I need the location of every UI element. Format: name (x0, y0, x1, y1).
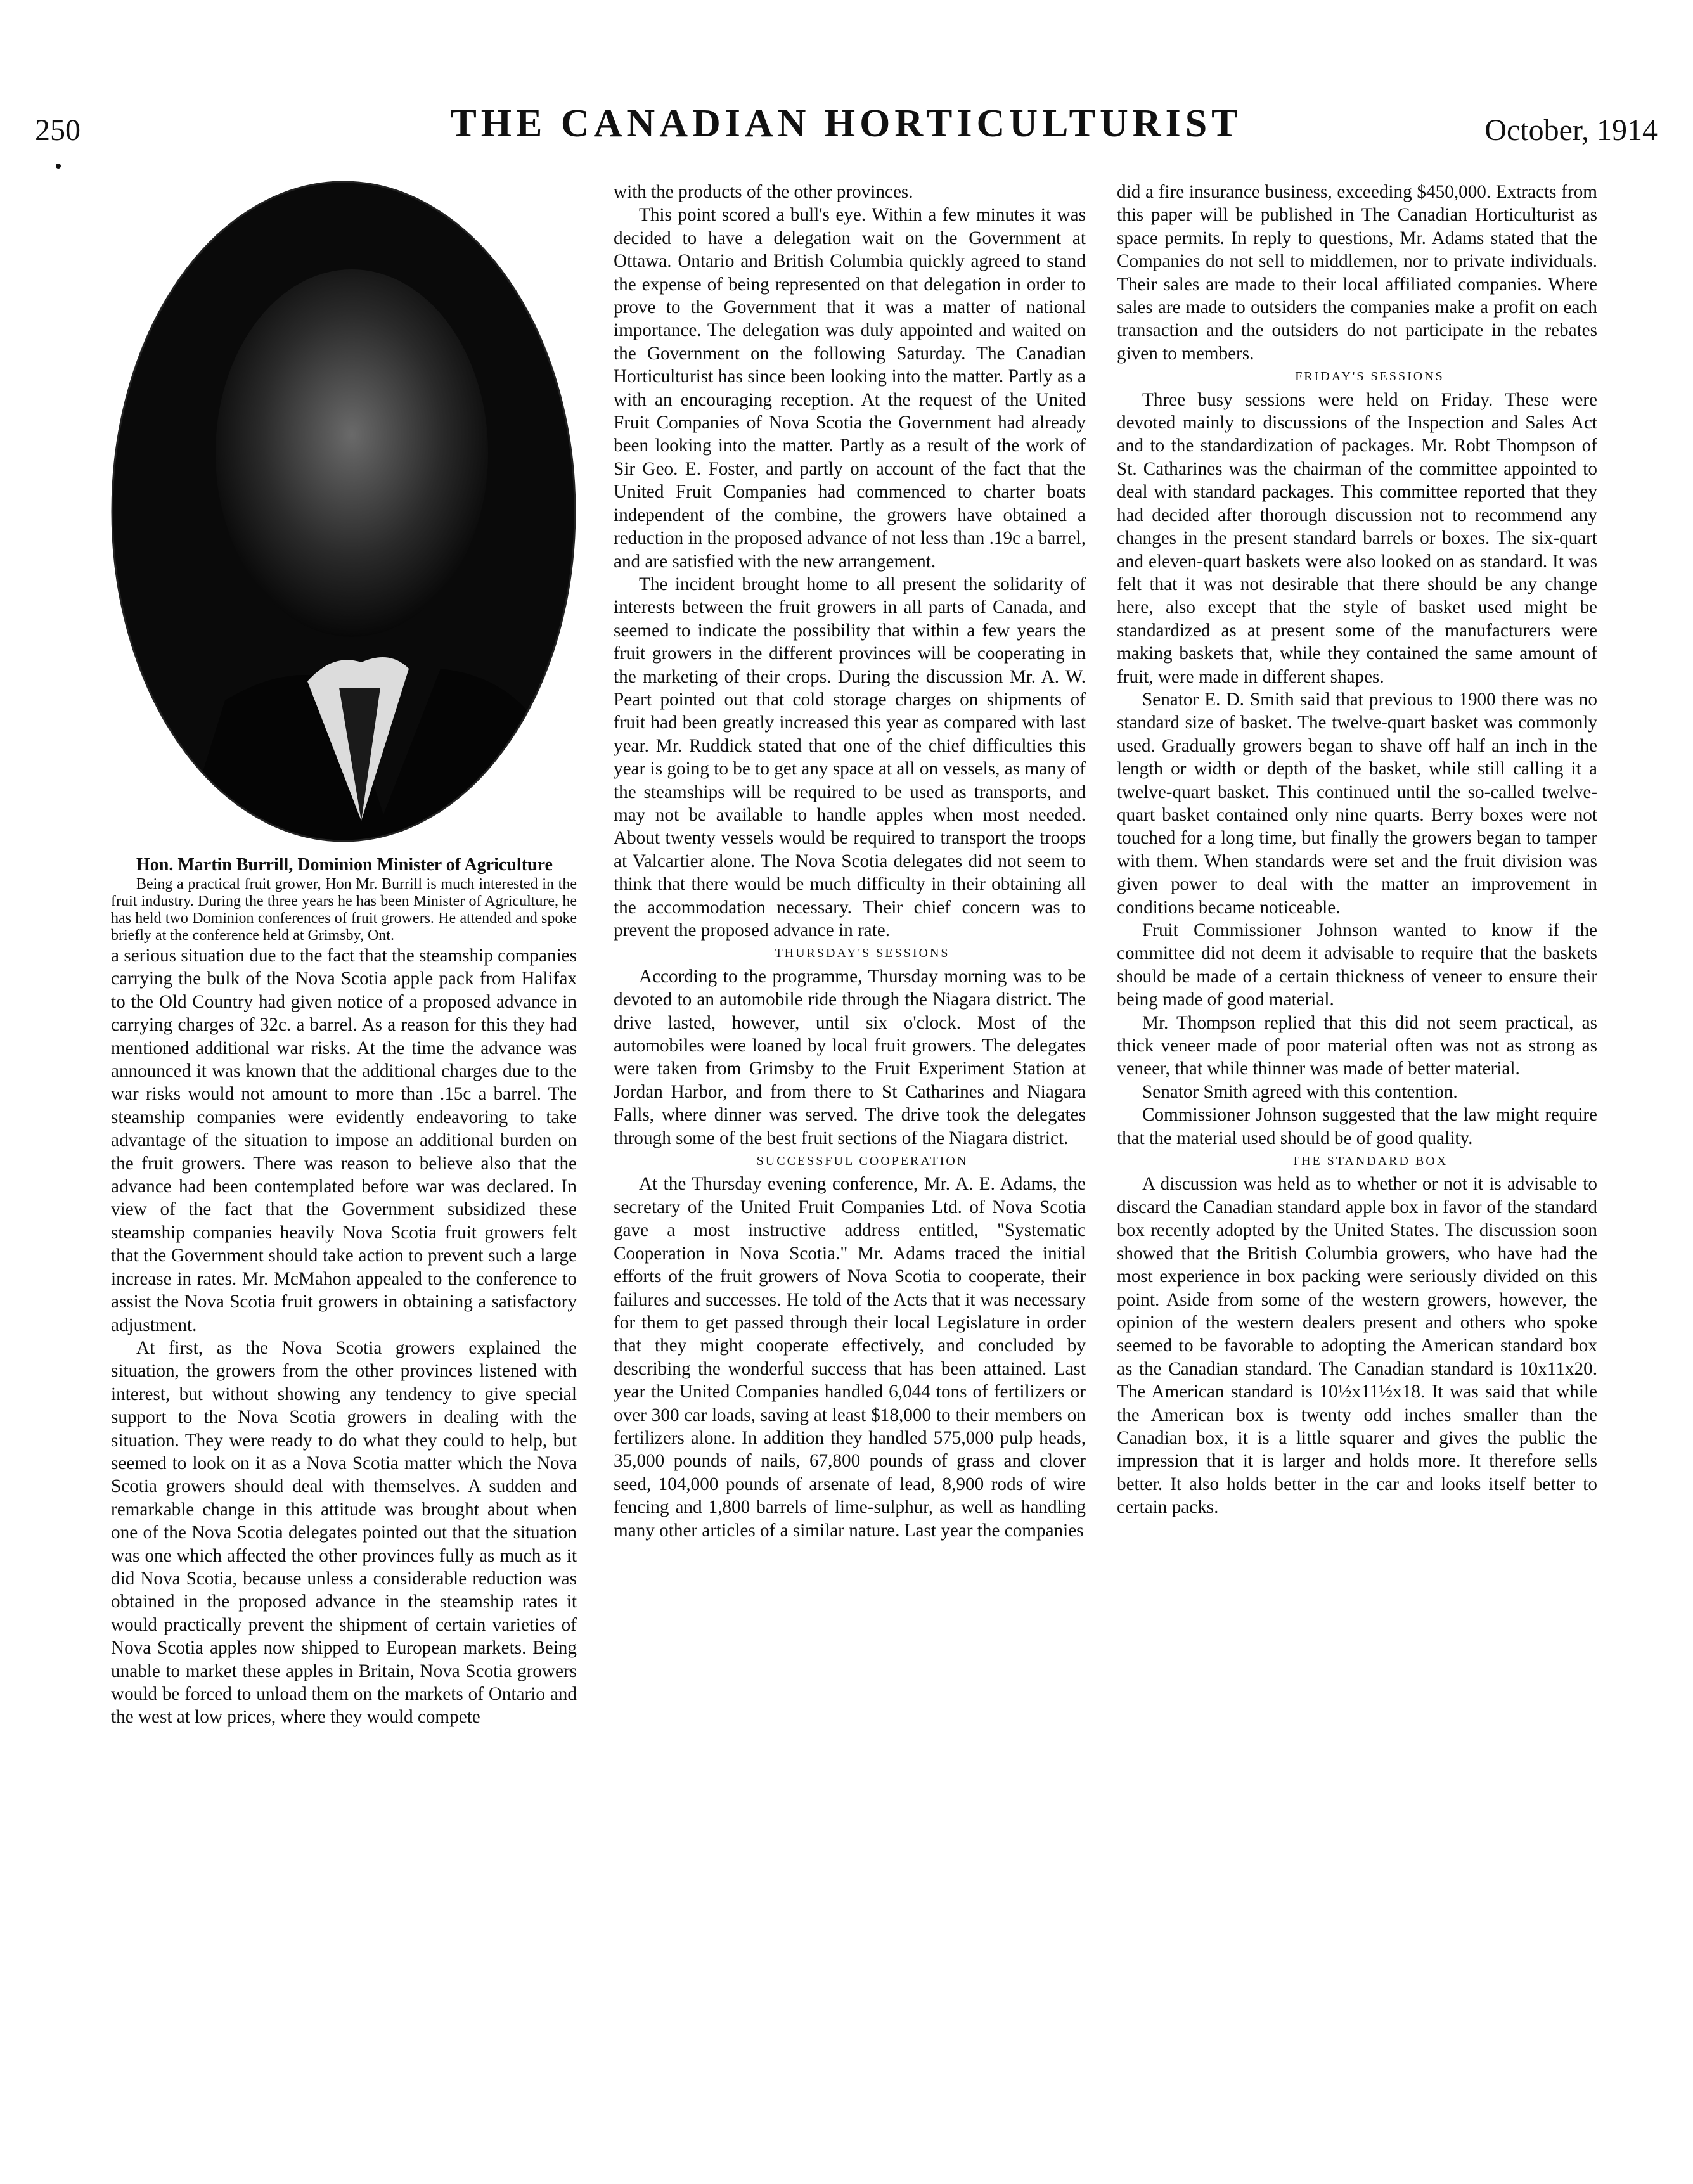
section-heading-thursday: THURSDAY'S SESSIONS (775, 946, 950, 961)
article-paragraph: with the products of the other provinces. (614, 182, 913, 202)
article-paragraph: Fruit Commissioner Johnson wanted to know if the committee did not deem it advisable to require that the baskets should be made of a certain thickness of veneer to ensure their being made of good material. (1117, 920, 1597, 1010)
column-3 (1117, 181, 1597, 1519)
portrait-image (111, 181, 577, 843)
article-paragraph: A discussion was held as to whether or not it is advisable to discard the Canadian standard apple box in favor of the standard box recently adopted by the United States. The discussion soon showed that the British Columbia growers, who have had the most experience in box packing were seriously divided on this point. Aside from some of the western growers, however, the opinion of the western dealers present and others who spoke seemed to be favorable to adopting the American standard box as the Canadian standard. The Canadian standard is 10x11x20. The American standard is 10½x11½x18. It was said that while the American box is twenty odd inches smaller than the Canadian box, it is a little squarer and gives the public the impression that it is larger and holds more. It therefore sells better. It also holds better in the car and looks itself better to certain packs. (1117, 1174, 1597, 1518)
article-paragraph: Senator Smith agreed with this contention. (1142, 1081, 1458, 1102)
article-paragraph: The incident brought home to all present the solidarity of interests between the fruit growers in all parts of Canada, and seemed to indicate the possibility that within a few years the fruit growers in the different provinces will be cooperating in the marketing of their crops. During the discussion Mr. A. W. Peart pointed out that cold storage charges on shipments of fruit had been greatly increased this year as compared with last year. Mr. Ruddick stated that one of the chief difficulties this year is going to be to get any space at all on vessels, as many of the steamships will be required to be used as transports, and may not be available to handle apples when most needed. About twenty vessels would be required to transport the troops at Valcartier alone. The Nova Scotia delegates did not seem to think that there would be much difficulty in their obtaining all the accommodation necessary. Their chief concern was to prevent the proposed advance in rate. (614, 574, 1086, 941)
photo-caption-body: Being a practical fruit grower, Hon Mr. Burrill is much interested in the fruit industry. During the three years he has been Minister of Agriculture, he has held two Dominion conferences of fruit growers. He attended and spoke briefly at the conference held at Grimsby, Ont. (111, 876, 577, 944)
page-number: 250 (35, 113, 80, 147)
article-paragraph: did a fire insurance business, exceeding $450,000. Extracts from this paper will be published in The Canadian Horticulturist as space permits. In reply to questions, Mr. Adams stated that the Companies do not sell to middlemen, nor to private individuals. Their sales are made to their local affiliated companies. Where sales are made to outsiders the companies make a profit on each transaction and the outsiders do not participate in the rebates given to members. (1117, 182, 1597, 364)
article-paragraph: Commissioner Johnson suggested that the law might require that the material used should be of good quality. (1117, 1105, 1597, 1148)
issue-date: October, 1914 (1484, 113, 1658, 147)
column-1 (111, 181, 577, 1729)
article-paragraph: Mr. Thompson replied that this did not seem practical, as thick veneer made of poor material often was not as strong as veneer, that while thinner was made of better material. (1117, 1012, 1597, 1079)
portrait-photo (111, 181, 577, 843)
column-2 (614, 181, 1086, 1542)
article-paragraph: a serious situation due to the fact that the steamship companies carrying the bulk of the Nova Scotia apple pack from Halifax to the Old Country had given notice of a proposed advance in carrying charges of 32c. a barrel. As a reason for this they had mentioned additional war risks. At the time the advance was announced it was known that the additional charges due to the war risks would not amount to more than .15c a barrel. The steamship companies were evidently endeavoring to take advantage of the situation to impose an additional burden on the fruit growers. There was reason to believe also that the advance had been contemplated before war was declared. In view of the fact that the Government subsidized these steamship companies heavily Nova Scotia fruit growers felt that the Government should take action to prevent such a large increase in rates. Mr. McMahon appealed to the conference to assist the Nova Scotia fruit growers in obtaining a satisfactory adjustment. (111, 946, 577, 1335)
section-heading-cooperation: SUCCESSFUL COOPERATION (756, 1154, 969, 1169)
article-paragraph: This point scored a bull's eye. Within a few minutes it was decided to have a delegation wait on the Government at Ottawa. Ontario and British Columbia quickly agreed to stand the expense of being represented on that delegation in order to prove to the Government that it was a matter of national importance. The delegation was duly appointed and waited on the Government on the following Saturday. The Canadian Horticulturist has since been looking into the matter. Partly as a with an encouraging reception. At the request of the United Fruit Companies of Nova Scotia the Government had already been looking into the matter. Partly as a result of the work of Sir Geo. E. Foster, and partly on account of the fact that the United Fruit Companies had commenced to charter boats independent of the combine, the growers have obtained a reduction in the proposed advance of not less than .19c a barrel, and are satisfied with the new arrangement. (614, 205, 1086, 572)
article-paragraph: At first, as the Nova Scotia growers explained the situation, the growers from the other provinces listened with interest, but without showing any tendency to give special support to the Nova Scotia growers in dealing with the situation. They were ready to do what they could to help, but seemed to look on it as a Nova Scotia matter which the Nova Scotia growers should deal with themselves. A sudden and remarkable change in this attitude was brought about when one of the Nova Scotia delegates pointed out that the situation was one which affected the other provinces fully as much as it did Nova Scotia, because unless a considerable reduction was obtained in the proposed advance in the steamship rates it would practically prevent the shipment of certain varieties of Nova Scotia apples now shipped to European markets. Being unable to market these apples in Britain, Nova Scotia growers would be forced to unload them on the markets of Ontario and the west at low prices, where they would compete (111, 1337, 577, 1728)
section-heading-friday: FRIDAY'S SESSIONS (1295, 369, 1445, 384)
article-paragraph: At the Thursday evening conference, Mr. A. E. Adams, the secretary of the United Fruit Companies Ltd. of Nova Scotia gave a most instructive address entitled, "Systematic Cooperation in Nova Scotia." Mr. Adams traced the initial efforts of the fruit growers of Nova Scotia to cooperate, their failures and successes. He told of the Acts that it was necessary for them to get passed through their local Legislature in order that they might cooperate effectively, and concluded by describing the wonderful success that has been attained. Last year the United Companies handled 6,044 tons of fertilizers or over 300 car loads, saving at least $18,000 to their members on fertilizers alone. In addition they handled 575,000 pulp heads, 35,000 pounds of nails, 67,800 pounds of grass and clover seed, 104,000 pounds of arsenate of lead, 8,900 rods of wire fencing and 1,800 barrels of lime-sulphur, as well as handling many other articles of a similar nature. Last year the companies (614, 1174, 1086, 1541)
margin-dot (56, 164, 61, 169)
magazine-title: THE CANADIAN HORTICULTURIST (450, 102, 1242, 145)
page-header (35, 101, 1658, 158)
article-paragraph: Three busy sessions were held on Friday. These were devoted mainly to discussions of the Inspection and Sales Act and to the standardization of packages. Mr. Robt Thompson of St. Catharines was the chairman of the committee appointed to deal with standard packages. This committee reported that they had decided after thorough discussion not to recommend any changes in the present standard barrels or boxes. The six-quart and eleven-quart baskets were also looked on as standard. It was felt that it was not desirable that there should be any change here, also except that the style of basket used might be standardized as at present some of the manufacturers were making baskets that, while they contained the same amount of fruit, were made in different shapes. (1117, 389, 1597, 687)
article-paragraph: Senator E. D. Smith said that previous to 1900 there was no standard size of basket. The twelve-quart basket was commonly used. Gradually growers began to shave off half an inch in the length or width or depth of the basket, while still calling it a twelve-quart basket. This continued until the so-called twelve-quart basket contained only nine quarts. Berry boxes were not touched for a long time, but finally the growers began to tamper with them. When standards were set and the fruit division was given power to deal with the matter an improvement in conditions became noticeable. (1117, 689, 1597, 918)
article-paragraph: According to the programme, Thursday morning was to be devoted to an automobile ride through the Niagara district. The drive lasted, however, until six o'clock. Most of the automobiles were loaned by local fruit growers. The delegates were taken from Grimsby to the Fruit Experiment Station at Jordan Harbor, and from there to St Catharines and Niagara Falls, where dinner was served. The drive took the delegates through some of the best fruit sections of the Niagara district. (614, 966, 1086, 1148)
section-heading-standard-box: THE STANDARD BOX (1291, 1154, 1448, 1169)
photo-caption-title: Hon. Martin Burrill, Dominion Minister of Agriculture (136, 855, 553, 875)
